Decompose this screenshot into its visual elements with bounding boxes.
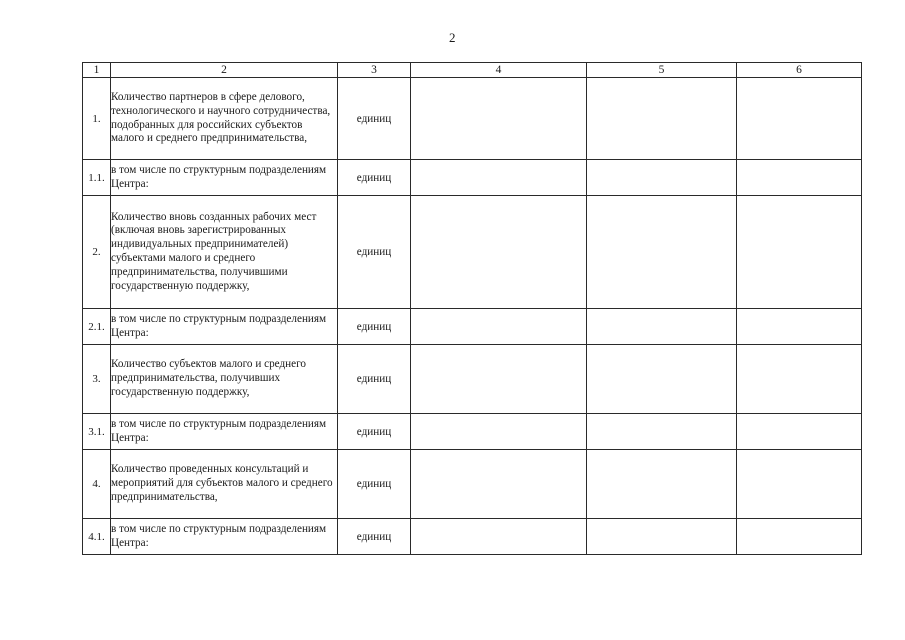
- row-description: Количество вновь созданных рабочих мест (включая вновь зарегистрированных индивидуальных предпринимателей) субъектами малого и среднего предпринимательства, получившими государственную поддержку,: [111, 196, 338, 309]
- row-description: в том числе по структурным подразделениям Центра:: [111, 519, 338, 555]
- row-cell-5: [587, 519, 737, 555]
- row-cell-6: [737, 519, 862, 555]
- table-row: [83, 345, 862, 414]
- row-cell-4: [411, 78, 587, 160]
- row-cell-5: [587, 414, 737, 450]
- row-cell-4: [411, 196, 587, 309]
- row-cell-6: [737, 196, 862, 309]
- header-col-3: 3: [338, 63, 411, 78]
- table-row: [83, 160, 862, 196]
- row-unit: единиц: [338, 160, 411, 196]
- table-row: [83, 309, 862, 345]
- row-number: 4.: [83, 450, 111, 519]
- header-col-1: 1: [83, 63, 111, 78]
- table-row: [83, 196, 862, 309]
- row-cell-6: [737, 160, 862, 196]
- page-number: 2: [449, 30, 456, 45]
- table-header-row: [83, 63, 862, 78]
- row-unit: единиц: [338, 78, 411, 160]
- row-cell-4: [411, 414, 587, 450]
- row-number: 2.: [83, 196, 111, 309]
- row-cell-5: [587, 78, 737, 160]
- row-cell-5: [587, 160, 737, 196]
- header-col-5: 5: [587, 63, 737, 78]
- row-cell-4: [411, 160, 587, 196]
- row-cell-6: [737, 345, 862, 414]
- row-cell-5: [587, 345, 737, 414]
- row-number: 3.: [83, 345, 111, 414]
- header-col-2: 2: [111, 63, 338, 78]
- row-unit: единиц: [338, 414, 411, 450]
- row-unit: единиц: [338, 450, 411, 519]
- table-row: [83, 78, 862, 160]
- row-cell-4: [411, 450, 587, 519]
- report-table: [82, 62, 862, 555]
- row-cell-6: [737, 450, 862, 519]
- row-unit: единиц: [338, 519, 411, 555]
- row-cell-6: [737, 309, 862, 345]
- row-number: 3.1.: [83, 414, 111, 450]
- table-row: [83, 519, 862, 555]
- row-description: в том числе по структурным подразделениям Центра:: [111, 160, 338, 196]
- table-row: [83, 414, 862, 450]
- row-description: Количество проведенных консультаций и мероприятий для субъектов малого и среднего предпринимательства,: [111, 450, 338, 519]
- row-number: 4.1.: [83, 519, 111, 555]
- row-number: 1.: [83, 78, 111, 160]
- row-cell-5: [587, 309, 737, 345]
- row-cell-6: [737, 78, 862, 160]
- row-description: Количество субъектов малого и среднего предпринимательства, получивших государственную поддержку,: [111, 345, 338, 414]
- row-cell-5: [587, 196, 737, 309]
- row-number: 1.1.: [83, 160, 111, 196]
- row-cell-4: [411, 345, 587, 414]
- row-number: 2.1.: [83, 309, 111, 345]
- row-description: Количество партнеров в сфере делового, технологического и научного сотрудничества, подобранных для российских субъектов малого и среднего предпринимательства,: [111, 78, 338, 160]
- row-description: в том числе по структурным подразделениям Центра:: [111, 309, 338, 345]
- row-unit: единиц: [338, 345, 411, 414]
- row-unit: единиц: [338, 309, 411, 345]
- row-cell-5: [587, 450, 737, 519]
- row-unit: единиц: [338, 196, 411, 309]
- row-cell-4: [411, 309, 587, 345]
- row-cell-4: [411, 519, 587, 555]
- row-cell-6: [737, 414, 862, 450]
- table-row: [83, 450, 862, 519]
- header-col-6: 6: [737, 63, 862, 78]
- row-description: в том числе по структурным подразделениям Центра:: [111, 414, 338, 450]
- header-col-4: 4: [411, 63, 587, 78]
